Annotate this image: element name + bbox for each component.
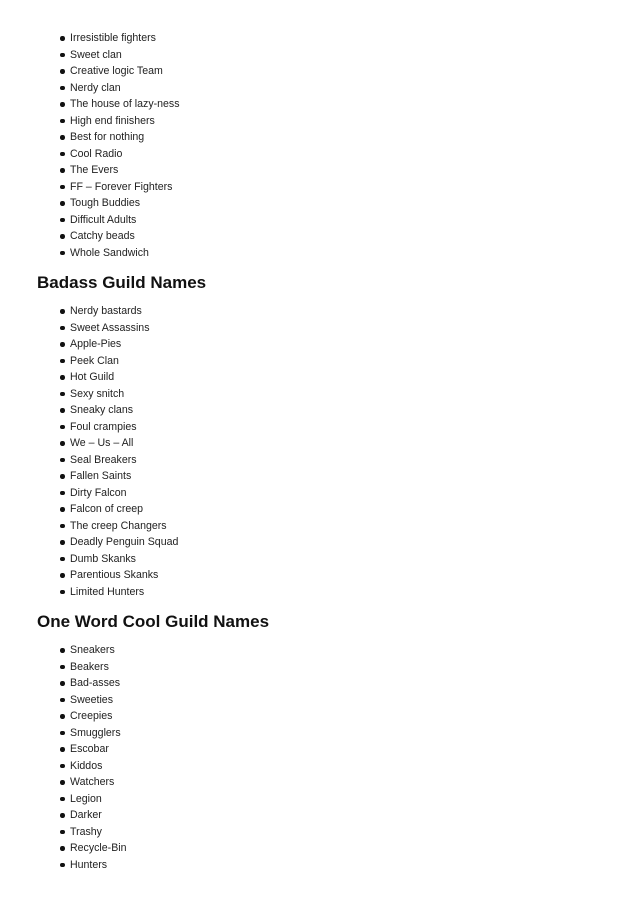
list-item [60,642,560,659]
list-item-text: Hot Guild [70,371,115,383]
bullet-icon [60,425,65,430]
bullet-icon [60,135,65,140]
list-item [60,551,560,568]
list-item [60,518,560,535]
bullet-icon [60,69,65,74]
list-item-text: Sneakers [70,644,115,656]
bullet-icon [60,780,65,785]
list-item [60,96,560,113]
list-item [60,452,560,469]
bullet-icon [60,102,65,107]
bullet-icon [60,797,65,802]
list-item [60,129,560,146]
one-word-guild-names-list [60,642,560,873]
bullet-icon [60,507,65,512]
list-item [60,741,560,758]
list-item [60,162,560,179]
bullet-icon [60,665,65,670]
list-item [60,303,560,320]
bullet-icon [60,218,65,223]
list-item-text: Beakers [70,660,109,673]
bullet-icon [60,53,65,58]
list-item-text: Parentious Skanks [70,569,159,581]
list-item [60,468,560,485]
bullet-icon [60,590,65,595]
list-item [60,30,560,47]
bullet-icon [60,392,65,397]
list-item [60,195,560,212]
badass-guild-names-list [60,303,560,600]
list-item-text: Darker [70,809,102,821]
list-item-text: Limited Hunters [70,585,145,598]
bullet-icon [60,474,65,479]
bullet-icon [60,731,65,736]
bullet-icon [60,326,65,331]
list-item-text: Bad-asses [70,677,121,689]
list-item-text: The creep Changers [70,519,167,532]
bullet-icon [60,846,65,851]
list-item-text: High end finishers [70,114,155,127]
list-item [60,675,560,692]
list-item-text: Irresistible fighters [70,32,156,44]
bullet-icon [60,747,65,752]
list-item-text: Creative logic Team [70,65,163,77]
list-item [60,402,560,419]
list-item-text: Hunters [70,858,108,871]
bullet-icon [60,119,65,124]
bullet-icon [60,813,65,818]
list-item-text: Tough Buddies [70,197,141,209]
list-item [60,584,560,601]
list-item-text: Nerdy clan [70,81,121,94]
list-item [60,179,560,196]
list-item-text: Sweeties [70,693,113,706]
list-item [60,228,560,245]
list-item [60,758,560,775]
list-item-text: Escobar [70,743,109,755]
bullet-icon [60,36,65,41]
bullet-icon [60,408,65,413]
list-item [60,63,560,80]
list-item [60,725,560,742]
list-item [60,369,560,386]
list-item [60,774,560,791]
list-item-text: Legion [70,792,102,805]
list-item [60,708,560,725]
list-item [60,840,560,857]
list-item-text: FF – Forever Fighters [70,180,173,193]
list-item-text: Watchers [70,776,115,788]
bullet-icon [60,251,65,256]
list-item-text: Falcon of creep [70,503,144,515]
bullet-icon [60,375,65,380]
list-item [60,567,560,584]
bullet-icon [60,764,65,769]
list-item [60,659,560,676]
list-item [60,419,560,436]
list-item-text: Nerdy bastards [70,305,142,317]
list-item-text: Fallen Saints [70,470,132,482]
bullet-icon [60,830,65,835]
bullet-icon [60,168,65,173]
bullet-icon [60,573,65,578]
bullet-icon [60,234,65,239]
bullet-icon [60,698,65,703]
list-item [60,807,560,824]
list-item-text: Apple-Pies [70,338,122,350]
list-item-text: Kiddos [70,759,103,772]
bullet-icon [60,557,65,562]
list-item-text: Whole Sandwich [70,246,149,259]
list-item-text: Sweet clan [70,48,122,61]
list-item-text: Sexy snitch [70,387,125,400]
list-item-text: Seal Breakers [70,453,137,466]
bullet-icon [60,681,65,686]
bullet-icon [60,714,65,719]
list-item [60,146,560,163]
list-item-text: Catchy beads [70,230,135,242]
list-item-text: Dirty Falcon [70,486,127,499]
list-item-text: Recycle-Bin [70,842,127,854]
list-item-text: Sneaky clans [70,404,134,416]
list-item-text: Cool Radio [70,147,123,160]
list-item-text: Smugglers [70,726,121,739]
list-item-text: Difficult Adults [70,213,137,226]
bullet-icon [60,540,65,545]
bullet-icon [60,152,65,157]
list-item-text: Dumb Skanks [70,552,136,565]
bullet-icon [60,359,65,364]
bullet-icon [60,648,65,653]
bullet-icon [60,524,65,529]
bullet-icon [60,185,65,190]
list-item-text: The Evers [70,164,119,176]
list-item [60,320,560,337]
list-item [60,824,560,841]
badass-guild-names-heading: Badass Guild Names [37,273,207,292]
list-item [60,857,560,874]
list-item-text: Foul crampies [70,420,137,433]
list-item [60,485,560,502]
list-item-text: Sweet Assassins [70,321,150,334]
list-item [60,534,560,551]
list-item-text: Creepies [70,710,113,722]
list-item [60,113,560,130]
list-item-text: The house of lazy-ness [70,98,180,110]
list-item [60,47,560,64]
guild-names-list [60,30,560,261]
bullet-icon [60,441,65,446]
list-item-text: Deadly Penguin Squad [70,536,179,548]
list-item-text: Trashy [70,825,102,838]
list-item [60,692,560,709]
bullet-icon [60,201,65,206]
list-item [60,336,560,353]
bullet-icon [60,458,65,463]
list-item-text: We – Us – All [70,437,134,449]
bullet-icon [60,86,65,91]
list-item [60,212,560,229]
list-item [60,791,560,808]
list-item [60,80,560,97]
list-item [60,501,560,518]
list-item [60,435,560,452]
list-item [60,245,560,262]
bullet-icon [60,309,65,314]
bullet-icon [60,863,65,868]
list-item-text: Best for nothing [70,131,145,143]
list-item-text: Peek Clan [70,354,119,367]
list-item [60,386,560,403]
list-item [60,353,560,370]
bullet-icon [60,342,65,347]
one-word-guild-names-heading: One Word Cool Guild Names [37,612,270,631]
bullet-icon [60,491,65,496]
